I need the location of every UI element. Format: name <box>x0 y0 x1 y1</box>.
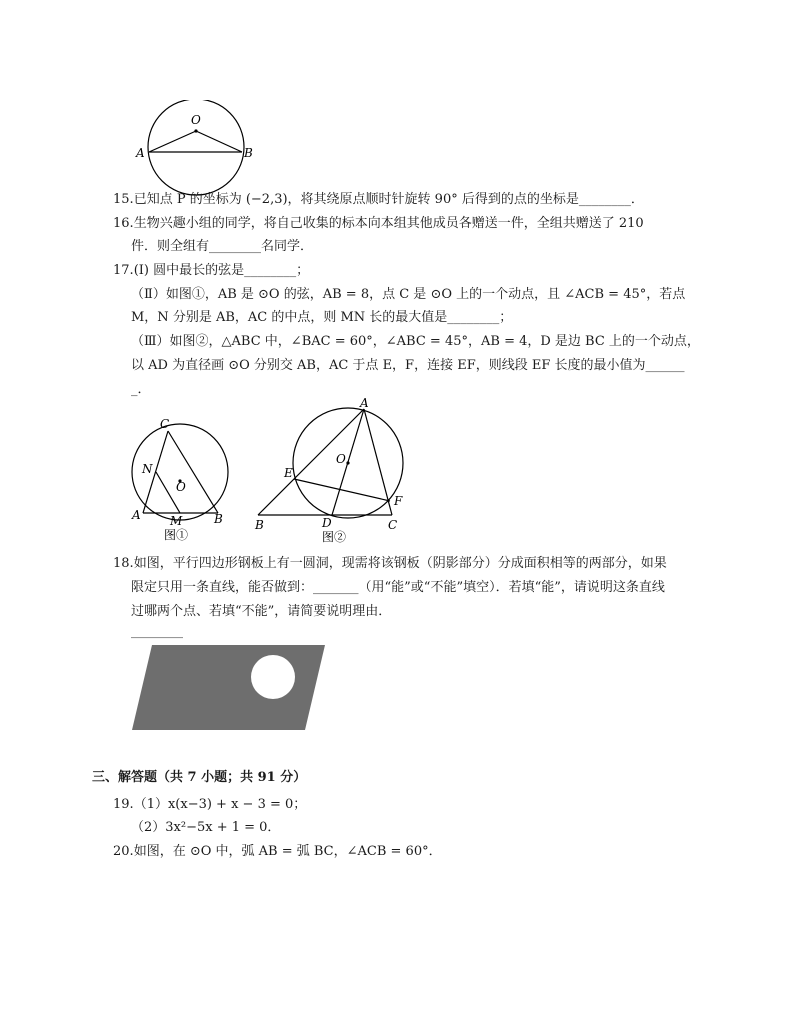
question-15 <box>113 190 644 210</box>
question-18 <box>113 554 667 574</box>
question-16-cont <box>131 237 313 257</box>
figure-caption: 图① <box>164 528 189 542</box>
figure-caption: 图② <box>322 530 347 544</box>
blank-line: ________ <box>131 624 183 639</box>
question-number: 16. <box>113 216 134 231</box>
label-m: M <box>170 514 183 528</box>
question-17-part3-cont2 <box>131 380 151 400</box>
label-a: A <box>132 508 141 522</box>
figure-2 <box>250 395 410 545</box>
label-n: N <box>142 462 153 476</box>
question-17-part3 <box>131 332 700 352</box>
question-18-cont <box>131 578 665 598</box>
question-number: 15. <box>113 192 134 207</box>
label-c: C <box>388 518 398 532</box>
question-text: （2）3x²−5x + 1 = 0． <box>131 820 281 835</box>
question-number: 19. <box>113 797 134 812</box>
label-a: A <box>360 396 369 410</box>
figure-1 <box>128 415 248 545</box>
question-text: （Ⅲ）如图②，△ABC 中，∠BAC = 60°，∠ABC = 45°，AB = 4，D 是边 BC 上的一个动点， <box>131 334 700 349</box>
label-b: B <box>244 146 253 160</box>
label-c: C <box>160 417 170 431</box>
question-17-part3-cont <box>131 356 685 376</box>
center-dot <box>194 129 197 132</box>
question-text: 已知点 P 的坐标为 (−2,3)，将其绕原点顺时针旋转 90° 后得到的点的坐标是________． <box>133 192 644 207</box>
label-o: O <box>336 452 346 466</box>
label-b: B <box>214 512 223 526</box>
segment-bc <box>168 431 218 513</box>
question-text: M，N 分别是 AB，AC 的中点，则 MN 长的最大值是________； <box>131 310 513 325</box>
label-e: E <box>284 466 293 480</box>
question-17-part2-cont <box>131 308 512 328</box>
question-number: 17. <box>113 263 134 278</box>
question-number: 20. <box>113 844 134 859</box>
question-text: 件．则全组有________名同学． <box>131 239 314 254</box>
question-20 <box>113 842 442 862</box>
center-dot <box>346 461 349 464</box>
question-18-cont2 <box>131 602 391 622</box>
figure-parallelogram-plate <box>130 640 330 735</box>
label-b: B <box>255 518 264 532</box>
radius-oa <box>149 131 196 152</box>
question-17-part2 <box>131 285 685 305</box>
question-text: 如图，在 ⊙O 中，弧 AB = 弧 BC，∠ACB = 60°． <box>133 844 442 859</box>
question-text: 生物兴趣小组的同学，将自己收集的标本向本组其他成员各赠送一件，全组共赠送了 210 <box>133 216 644 231</box>
radius-ob <box>196 131 242 152</box>
question-text: （Ⅱ）如图①，AB 是 ⊙O 的弦，AB = 8，点 C 是 ⊙O 上的一个动点，且 ∠ACB = 45°，若点 <box>131 287 686 302</box>
question-19-part2 <box>131 818 280 838</box>
question-17 <box>113 261 309 281</box>
label-o: O <box>191 113 201 127</box>
section-heading <box>92 768 306 788</box>
question-19 <box>113 795 306 815</box>
parallelogram-plate <box>132 645 325 730</box>
question-text: （1）x(x−3) + x − 3 = 0； <box>133 797 307 812</box>
question-text: 如图，平行四边形钢板上有一圆洞，现需将该钢板（阴影部分）分成面积相等的两部分，如果 <box>133 556 667 571</box>
label-a: A <box>136 146 145 160</box>
question-text: _． <box>131 382 151 397</box>
figure-circle-chord <box>130 100 260 200</box>
question-text: 过哪两个点、若填“不能”，请简要说明理由． <box>131 604 392 619</box>
question-16 <box>113 214 644 234</box>
label-o: O <box>176 480 186 494</box>
question-text: 以 AD 为直径画 ⊙O 分别交 AB，AC 于点 E，F，连接 EF，则线段 EF 长度的最小值为______ <box>131 358 685 373</box>
label-d: D <box>322 516 332 530</box>
answer-blank <box>131 622 183 642</box>
section-title: 三、解答题（共 7 小题；共 91 分） <box>92 770 307 785</box>
question-number: 18. <box>113 556 134 571</box>
circular-hole <box>251 655 295 699</box>
question-text: (Ⅰ) 圆中最长的弦是________； <box>133 263 310 278</box>
label-f: F <box>394 494 403 508</box>
question-text: 限定只用一条直线，能否做到：_______（用“能”或“不能”填空）．若填“能”，请说明这条直线 <box>131 580 665 595</box>
